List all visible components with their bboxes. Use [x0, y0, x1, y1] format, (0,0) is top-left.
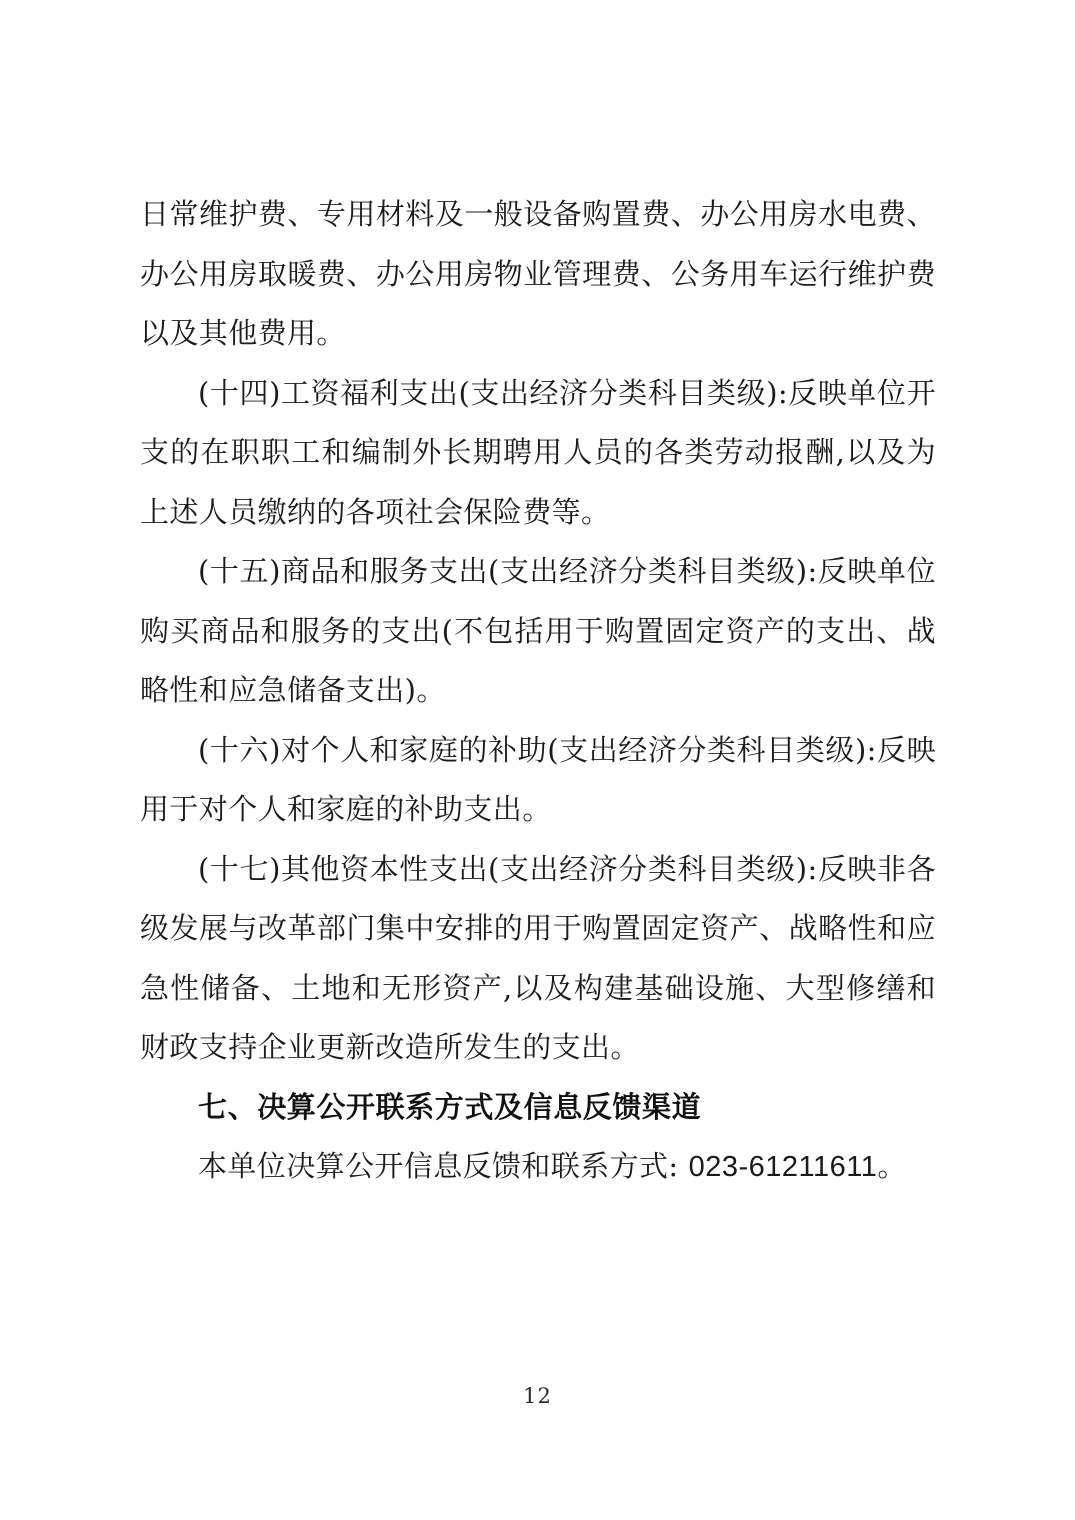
paragraph-item-15-goods-services: (十五)商品和服务支出(支出经济分类科目类级):反映单位购买商品和服务的支出(不包括用于购置固定资产的支出、战略性和应急储备支出)。	[140, 554, 936, 707]
paragraph-other-expenses-continuation: 日常维护费、专用材料及一般设备购置费、办公用房水电费、办公用房取暖费、办公用房物业管理费、公务用车运行维护费以及其他费用。	[140, 197, 936, 350]
page-footer	[0, 1384, 1075, 1408]
contact-phone-number: 023-61211611	[688, 1151, 878, 1183]
section-heading-seven-contact-feedback: 七、决算公开联系方式及信息反馈渠道	[198, 1089, 702, 1124]
page-number: 12	[523, 1384, 552, 1408]
contact-info-suffix: 。	[877, 1149, 907, 1183]
contact-info-text: 本单位决算公开信息反馈和联系方式:	[198, 1149, 679, 1183]
paragraph-item-14-wages-welfare: (十四)工资福利支出(支出经济分类科目类级):反映单位开支的在职职工和编制外长期聘用人员的各类劳动报酬,以及为上述人员缴纳的各项社会保险费等。	[140, 375, 936, 529]
paragraph-item-16-individual-family-subsidy: (十六)对个人和家庭的补助(支出经济分类科目类级):反映用于对个人和家庭的补助支出。	[140, 732, 936, 826]
paragraph-contact-info	[140, 1137, 936, 1198]
paragraph-item-17-other-capital-expenditure: (十七)其他资本性支出(支出经济分类科目类级):反映非各级发展与改革部门集中安排的用于购置固定资产、战略性和应急性储备、土地和无形资产,以及构建基础设施、大型修缮和财政支持企业更新改造所发生的支出。	[140, 851, 936, 1064]
page-content	[140, 185, 936, 1198]
